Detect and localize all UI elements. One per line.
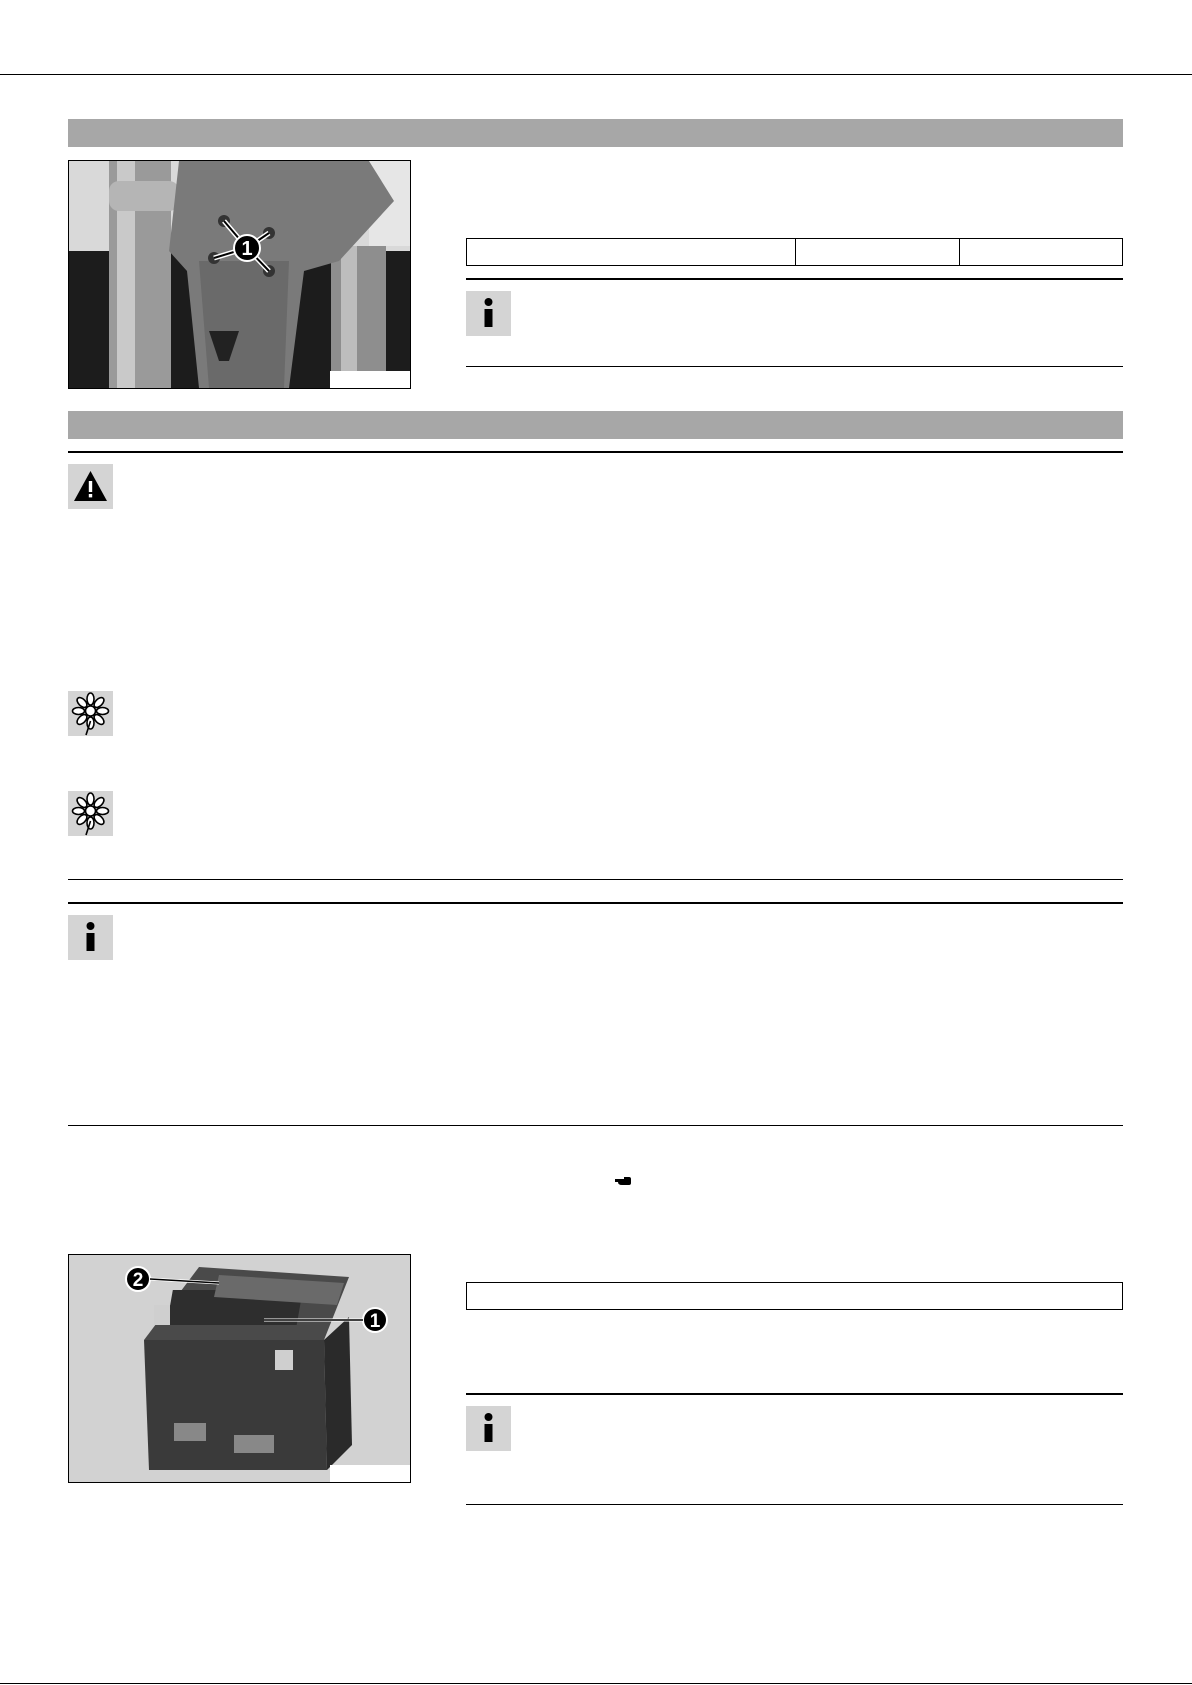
environment-icon [68,691,113,736]
spec-table-1-cell-2 [795,239,796,265]
fork-callout-1: 1 [241,238,253,260]
fork-photo-code-box [330,371,410,388]
pointing-hand-icon [614,1173,632,1183]
battery-photo-code-box [330,1465,410,1482]
note-2-bottom-rule [68,1125,1123,1126]
section-bar-1 [68,119,1123,147]
info-icon [466,291,511,336]
warning-block-bottom-rule [68,879,1123,880]
environment-icon [68,791,113,836]
warning-icon [68,464,113,509]
info-icon [68,915,113,960]
header-rule [0,74,1192,75]
spec-table-1 [466,238,1123,266]
battery-callout-1: 1 [369,1311,381,1332]
note-3-top-rule [466,1393,1123,1395]
battery-callout-2: 2 [132,1270,144,1291]
section-2-rule [68,451,1123,453]
info-icon [466,1406,511,1451]
note-1-bottom-rule [466,366,1123,367]
spec-table-1-cell-3 [959,239,960,265]
fork-guard-photo [68,160,411,389]
footer-rule [0,1683,1192,1684]
note-2-top-rule [68,902,1123,904]
note-1-top-rule [466,278,1123,280]
spec-table-2 [466,1282,1123,1310]
section-bar-2 [68,411,1123,439]
note-3-bottom-rule [466,1504,1123,1505]
battery-photo [68,1254,411,1483]
